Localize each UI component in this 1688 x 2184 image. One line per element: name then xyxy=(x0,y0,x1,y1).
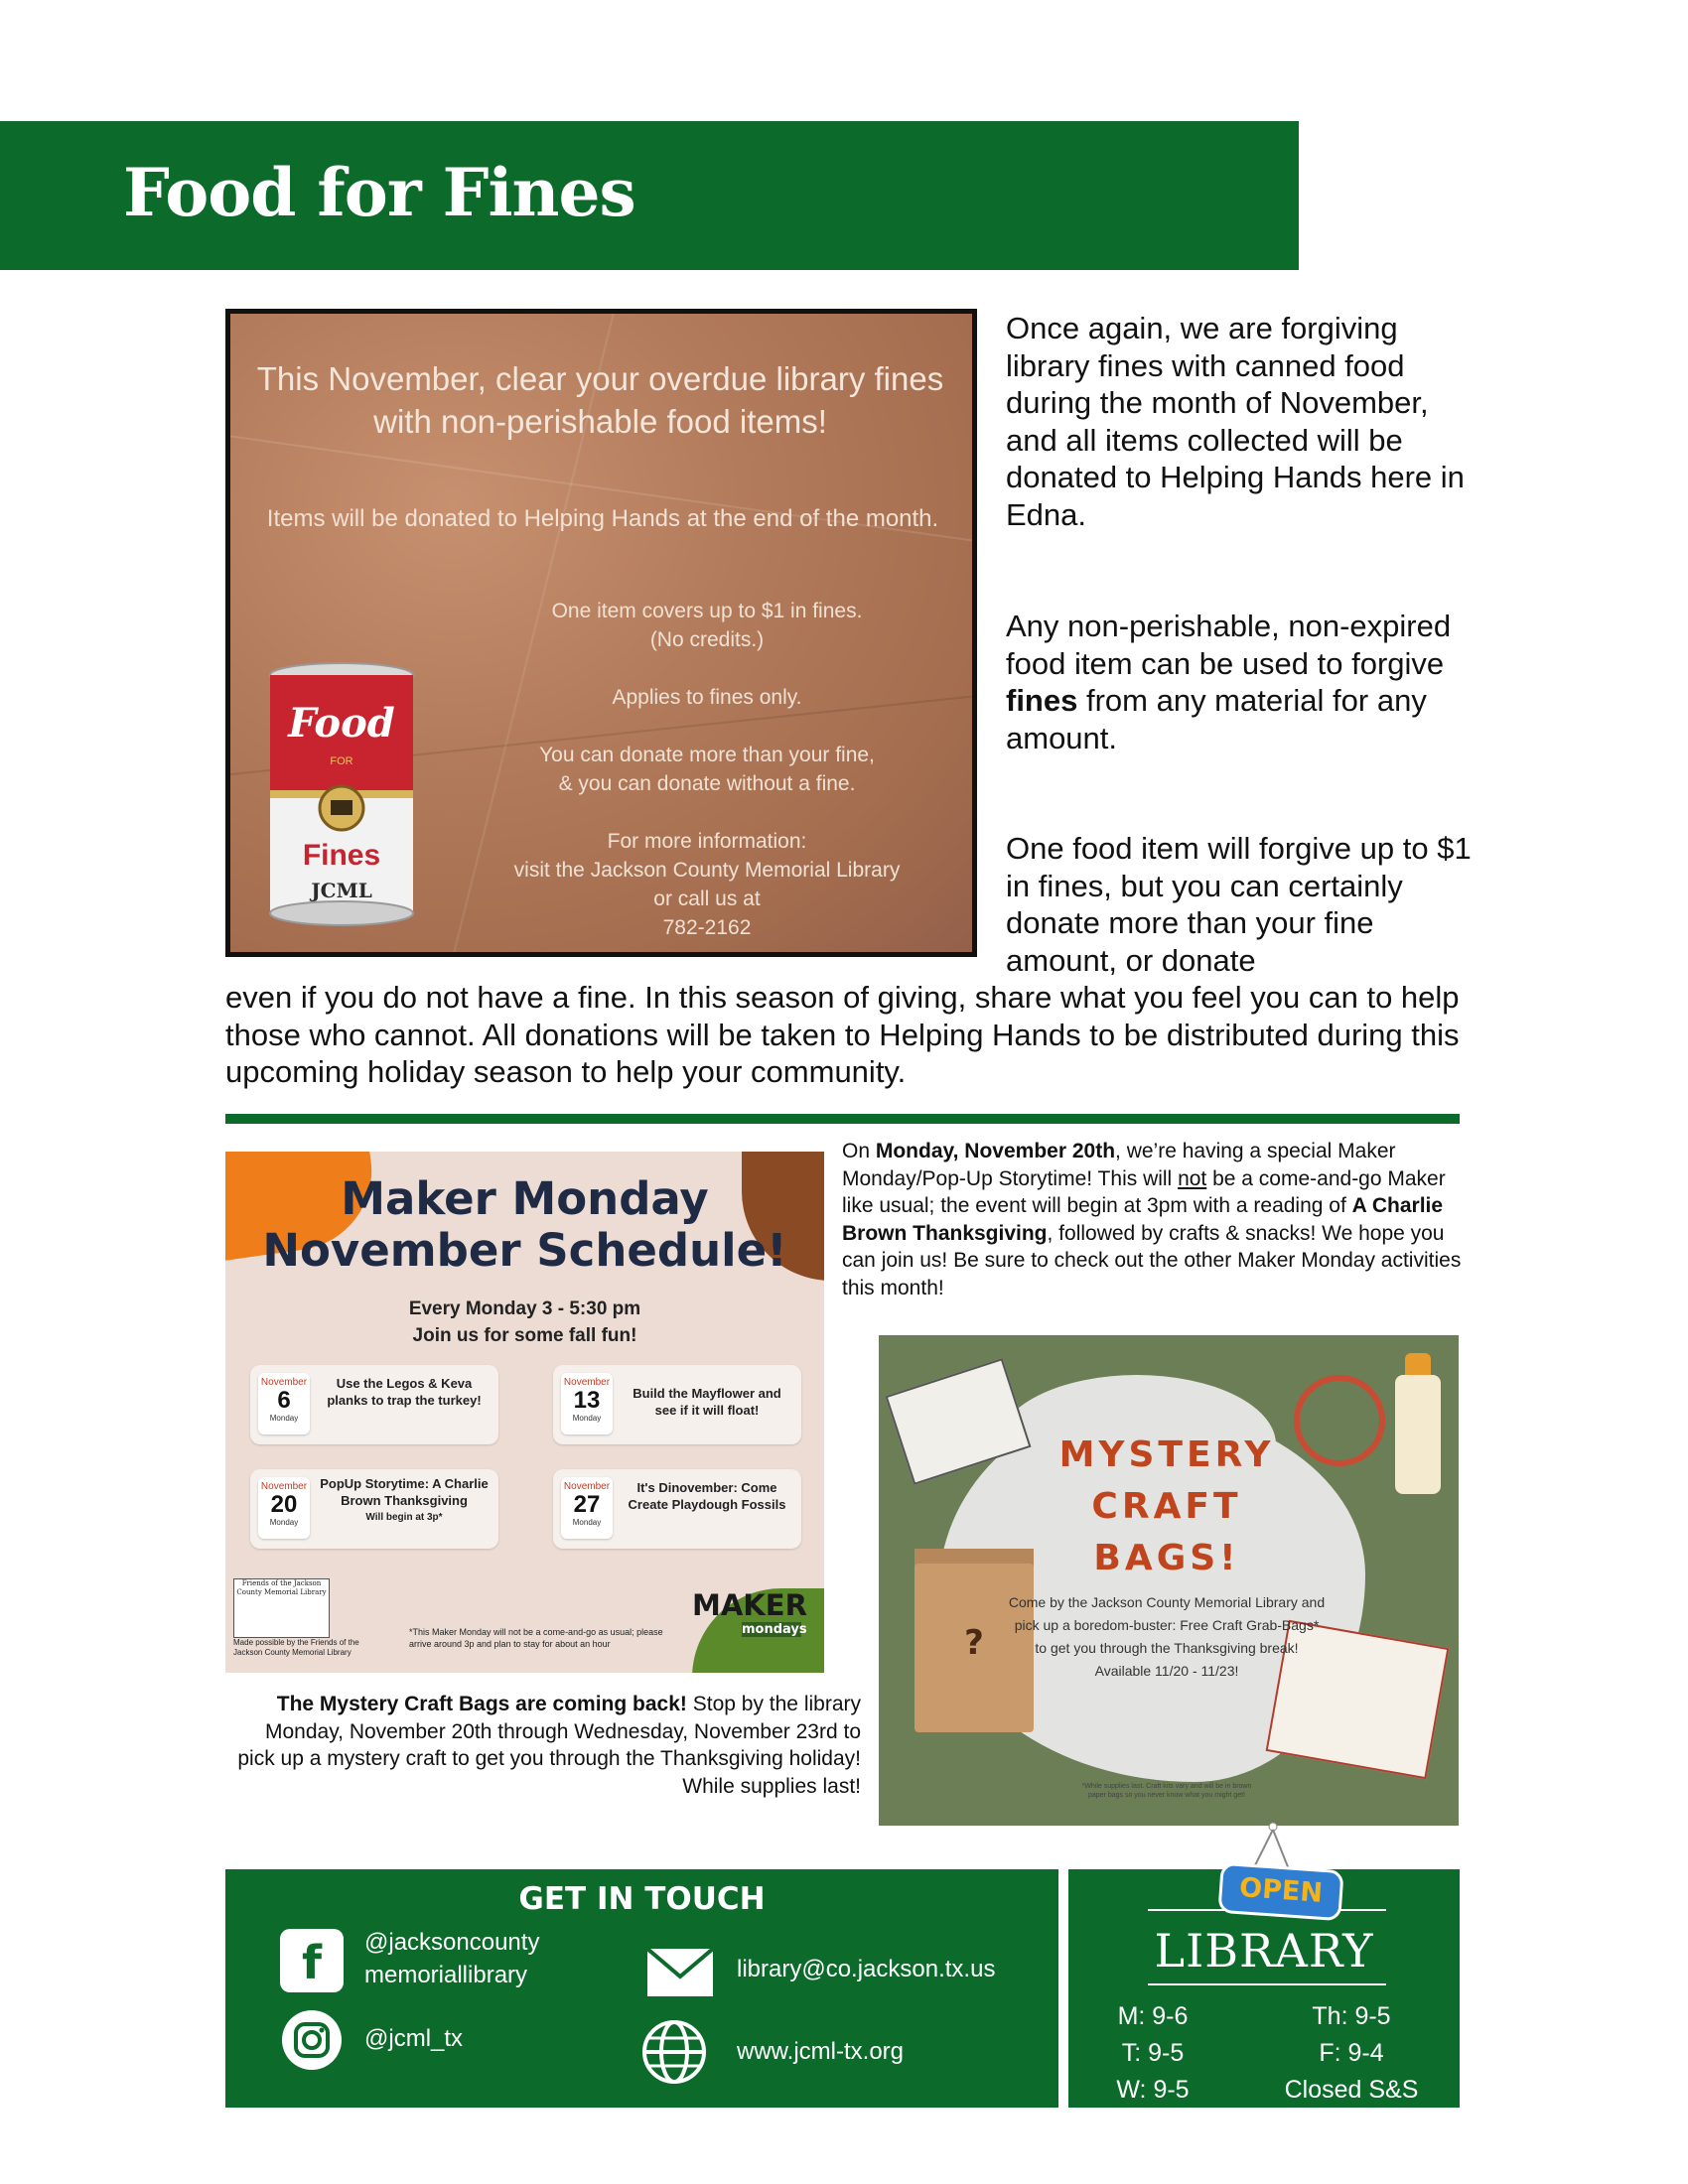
mondays-word: mondays xyxy=(742,1622,807,1637)
friends-of-library-logo: Friends of the Jackson County Memorial Library xyxy=(233,1578,330,1638)
made-possible-note: Made possible by the Friends of the Jackson County Memorial Library xyxy=(233,1638,359,1657)
mystery-title-2: CRAFT xyxy=(1091,1486,1242,1527)
maker-flyer-title xyxy=(225,1173,824,1277)
maker-mondays-logo xyxy=(692,1588,811,1658)
flyer-donate-more-1: You can donate more than your fine, xyxy=(539,744,875,766)
flyer-info-2: visit the Jackson County Memorial Library xyxy=(513,859,901,882)
maker-p-on: On xyxy=(842,1140,876,1162)
event-date: November 27 Monday xyxy=(561,1477,613,1539)
event-date: November 13 Monday xyxy=(561,1373,613,1434)
glue-bottle-image xyxy=(1395,1375,1441,1494)
get-in-touch-title: GET IN TOUCH xyxy=(518,1881,766,1917)
article-paragraph-3-part-1: One food item will forgive up to $1 in fines, but you can certainly donate more than your fine amount, or donate xyxy=(1006,831,1472,978)
can-fines-text: Fines xyxy=(302,839,381,872)
hours-weekend: Closed S&S xyxy=(1284,2076,1419,2104)
event-card xyxy=(553,1469,801,1549)
flyer-info-3: or call us at xyxy=(653,887,761,910)
mail-icon[interactable] xyxy=(645,1947,715,1998)
section-divider xyxy=(225,1114,1460,1124)
event-text-note: Will begin at 3p* xyxy=(365,1512,443,1523)
flyer-donate-more-2: & you can donate without a fine. xyxy=(558,772,856,795)
maker-monday-flyer xyxy=(225,1152,824,1673)
flyer-details xyxy=(459,597,955,942)
globe-icon[interactable] xyxy=(640,2018,708,2086)
event-card xyxy=(250,1469,498,1549)
can-jcml-text: JCML xyxy=(311,879,372,902)
maker-footnote: *This Maker Monday will not be a come-and-go as usual; please arrive around 3p and plan to stay for about an hour xyxy=(409,1627,663,1649)
maker-p-mid-2: be a come-and-go Maker like usual; the event will begin at 3pm with a reading of xyxy=(842,1166,1446,1217)
flyer-donation-note: Items will be donated to Helping Hands at the end of the month. xyxy=(266,505,939,532)
mystery-p-rest: Stop by the library Monday, November 20th through Wednesday, November 23rd to pick up a mystery craft to get you through the Thanksgiving holiday! While supplies last! xyxy=(237,1693,861,1798)
event-card xyxy=(250,1365,498,1444)
event-date: November 6 Monday xyxy=(258,1373,310,1434)
mystery-title-3: BAGS! xyxy=(1093,1538,1240,1578)
maker-monday-paragraph xyxy=(842,1138,1468,1301)
library-word: LIBRARY xyxy=(1154,1924,1374,1978)
maker-join: Join us for some fall fun! xyxy=(412,1325,637,1346)
svg-text:f: f xyxy=(301,1936,323,1989)
hours-tuesday: T: 9-5 xyxy=(1121,2039,1185,2067)
website-link[interactable]: www.jcml-tx.org xyxy=(737,2038,905,2065)
article-p2-end: from any material for any amount. xyxy=(1006,683,1427,755)
maker-every-monday: Every Monday 3 - 5:30 pm xyxy=(408,1298,641,1319)
soup-can-image xyxy=(264,661,419,929)
mystery-craft-bags-flyer xyxy=(879,1335,1459,1826)
event-text: Use the Legos & Keva planks to trap the turkey! xyxy=(327,1376,482,1408)
article-p2-start: Any non-perishable, non-expired food item can be used to forgive xyxy=(1006,609,1452,681)
mystery-flyer-note: *While supplies last. Craft kits vary and will be in brown paper bags so you never know what you might get! xyxy=(1081,1783,1252,1799)
facebook-handle-line-1: @jacksoncounty xyxy=(364,1929,540,1956)
hours-friday: F: 9-4 xyxy=(1319,2039,1384,2067)
mystery-p-bold: The Mystery Craft Bags are coming back! xyxy=(276,1693,687,1715)
hours-monday: M: 9-6 xyxy=(1117,2002,1189,2030)
event-card xyxy=(553,1365,801,1444)
library-bottom-rule xyxy=(1148,1983,1386,1985)
email-address[interactable]: library@co.jackson.tx.us xyxy=(737,1956,996,1982)
maker-word: MAKER xyxy=(692,1588,807,1622)
bag-question-mark: ? xyxy=(964,1623,984,1663)
mystery-title-1: MYSTERY xyxy=(1058,1434,1275,1475)
can-for-text: FOR xyxy=(330,755,353,767)
mystery-flyer-title xyxy=(1028,1430,1306,1584)
maker-p-book: A Charlie Brown Thanksgiving xyxy=(842,1194,1444,1245)
event-text xyxy=(320,1475,489,1526)
article-paragraph-1: Once again, we are forgiving library fines with canned food during the month of November, and all items collected will be donated to Helping Hands here in Edna. xyxy=(1006,311,1465,532)
mystery-bags-paragraph xyxy=(225,1691,861,1800)
event-text-main: PopUp Storytime: A Charlie Brown Thanksgiving xyxy=(320,1476,489,1508)
facebook-icon[interactable] xyxy=(280,1929,344,1992)
flyer-heading: This November, clear your overdue library fines with non-perishable food items! xyxy=(256,360,944,440)
instagram-icon[interactable] xyxy=(280,2008,344,2072)
get-in-touch-panel xyxy=(225,1869,1058,2108)
food-for-fines-flyer xyxy=(225,309,977,957)
event-text: Build the Mayflower and see if it will float! xyxy=(633,1386,781,1418)
facebook-handle-line-2: memoriallibrary xyxy=(364,1962,528,1988)
article-paragraph-2 xyxy=(1006,608,1473,756)
flyer-phone: 782-2162 xyxy=(662,916,752,939)
maker-p-end: , followed by crafts & snacks! We hope you can join us! Be sure to check out the other Maker Monday activities this month! xyxy=(842,1221,1462,1299)
maker-title-line-1: Maker Monday xyxy=(341,1172,709,1225)
maker-schedule-time xyxy=(225,1296,824,1349)
scissors-image xyxy=(1294,1375,1385,1466)
flyer-no-credits: (No credits.) xyxy=(649,628,765,651)
maker-p-mid-1: , we’re having a special Maker Monday/Pop-Up Storytime! This will xyxy=(842,1140,1396,1190)
open-sign: OPEN xyxy=(1217,1862,1343,1922)
hours-right-column xyxy=(1267,1998,1436,2109)
article-p2-bold: fines xyxy=(1006,683,1078,718)
hours-left-column xyxy=(1098,1998,1207,2109)
flyer-covers: One item covers up to $1 in fines. xyxy=(551,600,863,622)
maker-p-date: Monday, November 20th xyxy=(875,1140,1116,1162)
mystery-flyer-text: Come by the Jackson County Memorial Library and pick up a boredom-buster: Free Craft Grab-Bags* to get you through the Thanksgiving break! Available 11/20 - 11/23! xyxy=(1008,1594,1326,1679)
hours-thursday: Th: 9-5 xyxy=(1312,2002,1391,2030)
facebook-handle[interactable] xyxy=(364,1926,539,1991)
event-date: November 20 Monday xyxy=(258,1477,310,1539)
hours-wednesday: W: 9-5 xyxy=(1116,2076,1190,2104)
page-title: Food for Fines xyxy=(123,154,635,231)
can-food-text: Food xyxy=(288,700,395,747)
flyer-info-1: For more information: xyxy=(607,830,807,853)
instagram-handle[interactable]: @jcml_tx xyxy=(364,2025,464,2052)
maker-title-line-2: November Schedule! xyxy=(262,1224,787,1277)
maker-p-not: not xyxy=(1178,1166,1207,1190)
article-paragraph-3-part-2: even if you do not have a fine. In this season of giving, share what you feel you can to help those who cannot. All donations will be taken to Helping Hands to be distributed during this upcoming holiday season to help your community. xyxy=(225,980,1460,1089)
event-text: It's Dinovember: Come Create Playdough Fossils xyxy=(628,1480,786,1512)
flyer-applies: Applies to fines only. xyxy=(612,686,802,709)
